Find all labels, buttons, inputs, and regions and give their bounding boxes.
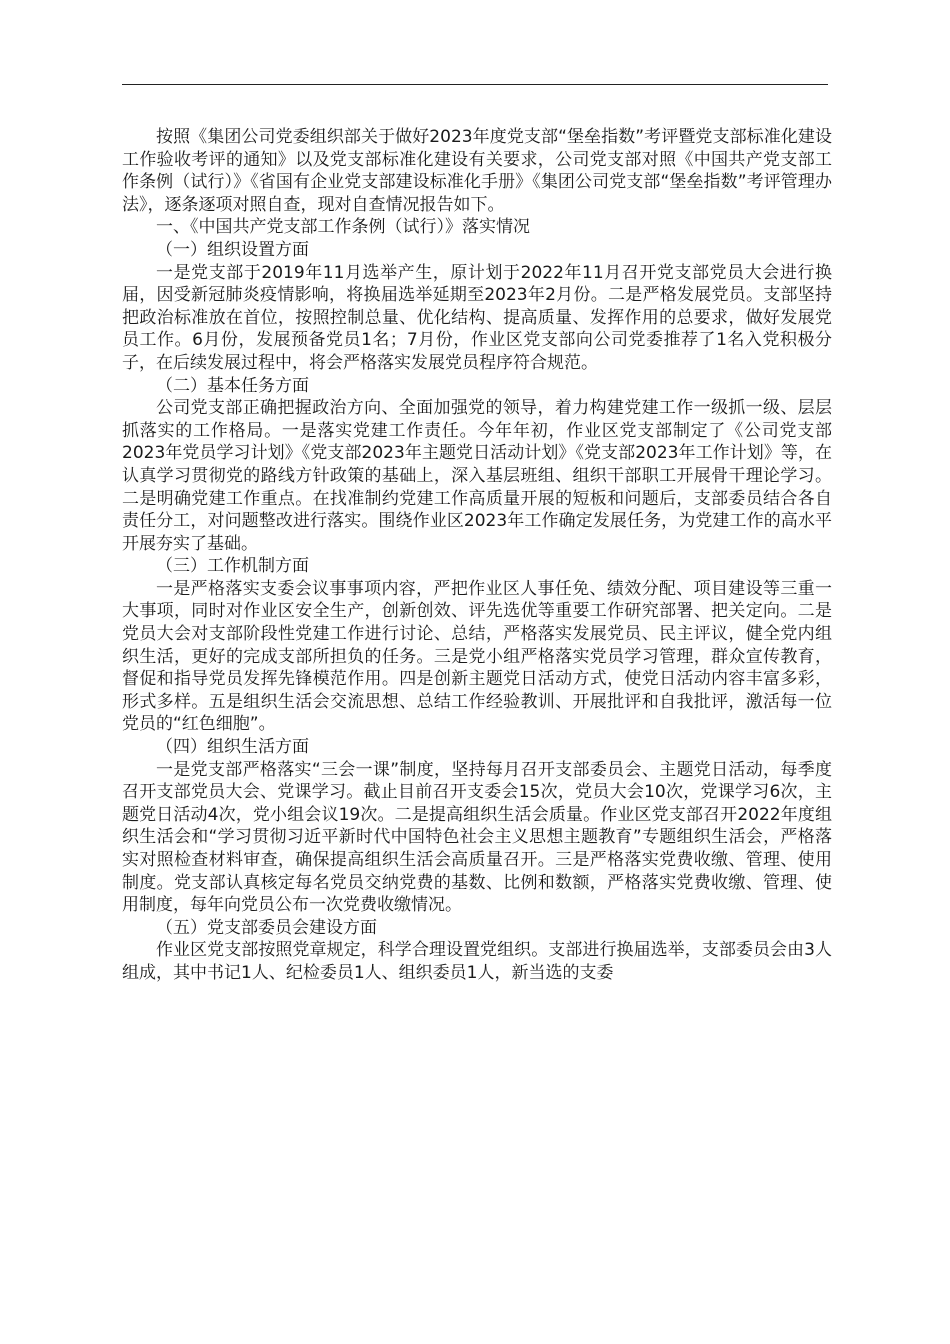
subsection-heading-organization: （一）组织设置方面 — [156, 239, 309, 260]
paragraph-committee: 作业区党支部按照党章规定，科学合理设置党组织。支部进行换届选举，支部委员会由3人组成，其中书记1人、纪检委员1人、组织委员1人，新当选的支委 — [122, 940, 832, 983]
subsection-heading-committee: （五）党支部委员会建设方面 — [156, 917, 377, 938]
subsection-heading-org-life: （四）组织生活方面 — [156, 737, 309, 758]
paragraph-mechanism: 一是严格落实支委会议事事项内容，严把作业区人事任免、绩效分配、项目建设等三重一大事项，同时对作业区安全生产，创新创效、评先选优等重要工作研究部署、把关定向。二是党员大会对支部阶段性党建工作进行讨论、总结，严格落实发展党员、民主评议，健全党内组织生活，更好的完成支部所担负的任务。三是党小组严格落实党员学习管理，群众宣传教育，督促和指导党员发挥先锋模范作用。四是创新主题党日活动方式，使党日活动内容丰富多彩，形式多样。五是组织生活会交流思想、总结工作经验教训、开展批评和自我批评，激活每一位党员的“红色细胞”。 — [122, 578, 832, 735]
header-rule — [122, 84, 828, 85]
paragraph-org-life: 一是党支部严格落实“三会一课”制度，坚持每月召开支部委员会、主题党日活动，每季度召开支部党员大会、党课学习。截止目前召开支委会15次，党员大会10次，党课学习6次，主题党日活动4次，党小组会议19次。二是提高组织生活会质量。作业区党支部召开2022年度组织生活会和“学习贯彻习近平新时代中国特色社会主义思想主题教育”专题组织生活会，严格落实对照检查材料审查，确保提高组织生活会高质量召开。三是严格落实党费收缴、管理、使用制度。党支部认真核定每名党员交纳党费的基数、比例和数额，严格落实党费收缴、管理、使用制度，每年向党员公布一次党费收缴情况。 — [122, 759, 832, 916]
section-heading-1: 一、《中国共产党支部工作条例（试行）》落实情况 — [156, 217, 530, 238]
intro-paragraph: 按照《集团公司党委组织部关于做好2023年度党支部“堡垒指数”考评暨党支部标准化建设工作验收考评的通知》以及党支部标准化建设有关要求，公司党支部对照《中国共产党支部工作条例（试行）》《省国有企业党支部建设标准化手册》《集团公司党支部“堡垒指数”考评管理办法》，逐条逐项对照自查，现对自查情况报告如下。 — [122, 127, 832, 215]
paragraph-organization: 一是党支部于2019年11月选举产生，原计划于2022年11月召开党支部党员大会进行换届，因受新冠肺炎疫情影响，将换届选举延期至2023年2月份。二是严格发展党员。支部坚持把政治标准放在首位，按照控制总量、优化结构、提高质量、发挥作用的总要求，做好发展党员工作。6月份，发展预备党员1名；7月份，作业区党支部向公司党委推荐了1名入党积极分子，在后续发展过程中，将会严格落实发展党员程序符合规范。 — [122, 262, 832, 373]
subsection-heading-mechanism: （三）工作机制方面 — [156, 556, 309, 577]
document-body — [122, 126, 832, 985]
paragraph-basic-tasks: 公司党支部正确把握政治方向、全面加强党的领导，着力构建党建工作一级抓一级、层层抓落实的工作格局。一是落实党建工作责任。今年年初，作业区党支部制定了《公司党支部2023年党员学习计划》《党支部2023年主题党日活动计划》《党支部2023年工作计划》等，在认真学习贯彻党的路线方针政策的基础上，深入基层班组、组织干部职工开展骨干理论学习。二是明确党建工作重点。在找准制约党建工作高质量开展的短板和问题后，支部委员结合各自责任分工，对问题整改进行落实。围绕作业区2023年工作确定发展任务，为党建工作的高水平开展夯实了基础。 — [122, 398, 832, 554]
subsection-heading-basic-tasks: （二）基本任务方面 — [156, 375, 309, 396]
